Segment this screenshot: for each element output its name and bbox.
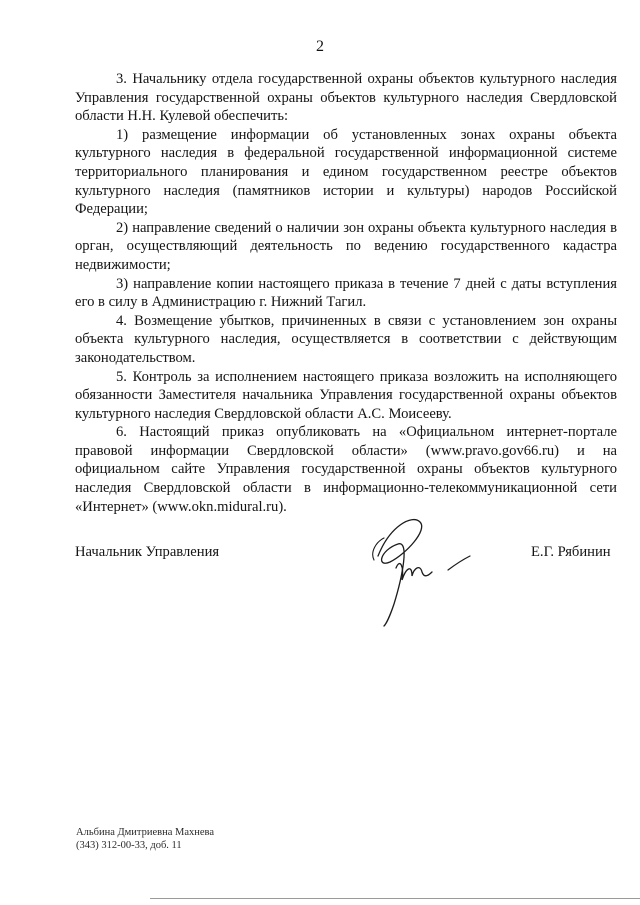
- paragraph-item-3: 3. Начальнику отдела государственной охраны объектов культурного наследия Управления государственной охраны объектов культурного наследия Свердловской области Н.Н. Кулевой обеспечить:: [75, 71, 617, 125]
- bottom-divider: [150, 898, 640, 899]
- paragraph-subitem-2: 2) направление сведений о наличии зон охраны объекта культурного наследия в орган, осуществляющий деятельность по ведению государственного кадастра недвижимости;: [75, 219, 617, 273]
- page-number: 2: [316, 38, 324, 55]
- contact-phone: (343) 312-00-33, доб. 11: [76, 840, 182, 851]
- paragraph-item-4: 4. Возмещение убытков, причиненных в связи с установлением зон охраны объекта культурного наследия, осуществляется в соответствии с действующим законодательством.: [75, 312, 617, 366]
- paragraph-item-6: 6. Настоящий приказ опубликовать на «Официальном интернет-портале правовой информации Свердловской области» (www.pravo.gov66.ru) и на официальном сайте Управления государственной охраны объектов культурного наследия Свердловской области в информационно-телекоммуникационной сети «Интернет» (www.okn.midural.ru).: [75, 424, 617, 515]
- document-body: [75, 70, 617, 516]
- signatory-title: Начальник Управления: [75, 544, 220, 560]
- handwritten-signature: [350, 508, 480, 628]
- paragraph-item-5: 5. Контроль за исполнением настоящего приказа возложить на исполняющего обязанности Заместителя начальника Управления государственной охраны объектов культурного наследия Свердловской области А.С. Моисееву.: [75, 368, 617, 422]
- paragraph-subitem-1: 1) размещение информации об установленных зонах охраны объекта культурного наследия в федеральной государственной информационной системе территориального планирования и едином государственном реестре объектов культурного наследия (памятников истории и культуры) народов Российской Федерации;: [75, 126, 617, 218]
- paragraph-subitem-3: 3) направление копии настоящего приказа в течение 7 дней с даты вступления его в силу в Администрацию г. Нижний Тагил.: [75, 275, 617, 311]
- contact-block: [76, 826, 214, 852]
- contact-name: Альбина Дмитриевна Махнева: [76, 827, 215, 838]
- signatory-name: Е.Г. Рябинин: [531, 544, 611, 560]
